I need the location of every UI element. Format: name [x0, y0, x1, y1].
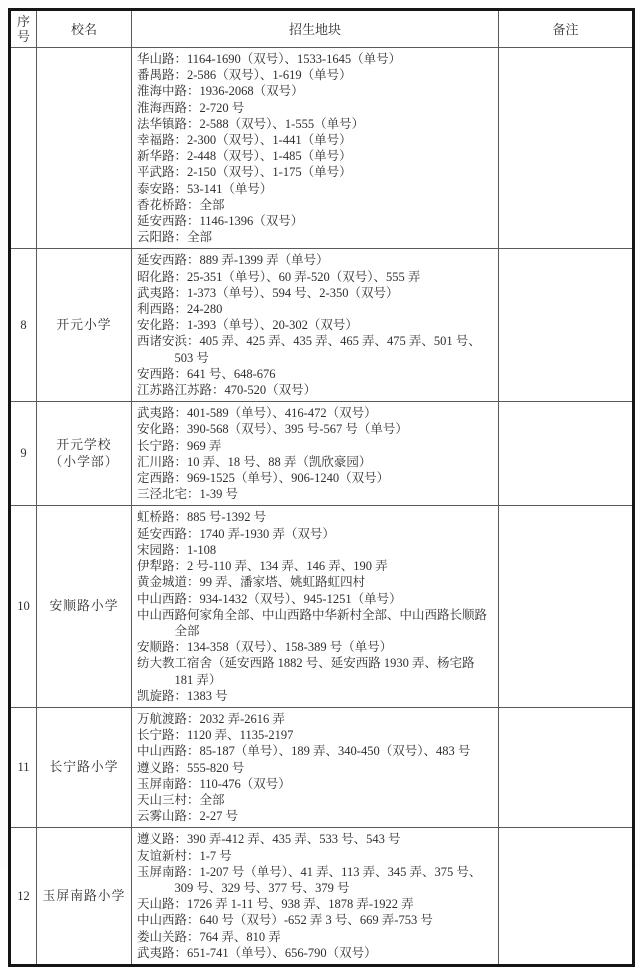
school-name-cell: [37, 828, 132, 966]
district-lines-cell: [132, 506, 499, 707]
district-line: 昭化路：25-351（单号）、60 弄-520（双号）、555 弄: [137, 269, 421, 284]
district-line: 汇川路：10 弄、18 号、88 弄（凯欣豪园）: [137, 454, 372, 469]
school-name-line: 玉屏南路小学: [42, 888, 126, 903]
district-line: 长宁路：969 弄: [137, 438, 222, 453]
district-line: 长宁路：1120 弄、1135-2197: [137, 728, 294, 743]
district-line: 华山路：1164-1690（双号）、1533-1645（单号）: [137, 52, 402, 66]
district-line: 香花桥路：全部: [137, 197, 225, 212]
remark-cell: [499, 402, 634, 506]
table-row: [10, 402, 634, 506]
district-lines-cell: [132, 828, 499, 966]
district-line: 安西路：641 号、648-676: [137, 366, 276, 381]
district-line: 延安西路：1146-1396（双号）: [137, 214, 304, 229]
district-line: 云雾山路：2-27 号: [137, 809, 239, 824]
district-line: 云阳路：全部: [137, 230, 213, 245]
district-line: 利西路：24-280: [137, 302, 223, 317]
remark-cell: [499, 707, 634, 827]
table-row: [10, 828, 634, 966]
school-name-line: （小学部）: [49, 454, 119, 469]
district-line: 友谊新村：1-7 号: [137, 848, 232, 863]
district-line: 安化路：390-568（双号）、395 号-567 号（单号）: [137, 422, 408, 437]
table-header: [10, 10, 634, 48]
district-line: 遵义路：390 弄-412 弄、435 弄、533 号、543 号: [137, 832, 401, 847]
header-remark: 备注: [499, 10, 634, 48]
row-no-cell: 9: [10, 402, 37, 506]
remark-cell: [499, 48, 634, 249]
district-line: 定西路：969-1525（单号）、906-1240（双号）: [137, 471, 390, 486]
district-line: 玉屏南路：110-476（双号）: [137, 776, 291, 791]
district-line: 江苏路江苏路：470-520（双号）: [137, 383, 317, 398]
district-line: 中山西路何家角全部、中山西路中华新村全部、中山西路长顺路全部: [137, 607, 488, 638]
header-area: 招生地块: [132, 10, 499, 48]
district-lines-cell: [132, 402, 499, 506]
row-no-cell: 10: [10, 506, 37, 707]
table-row: [10, 506, 634, 707]
school-name-line: 开元学校: [56, 437, 112, 452]
header-school: 校名: [37, 10, 132, 48]
school-name-cell: [37, 402, 132, 506]
enrollment-district-table: [8, 8, 635, 967]
school-name-line: 长宁路小学: [49, 760, 119, 775]
district-line: 中山西路：934-1432（双号）、945-1251（单号）: [137, 591, 402, 606]
district-line: 西诸安浜：405 弄、425 弄、435 弄、465 弄、475 弄、501 号、503 号: [137, 334, 481, 365]
district-line: 泰安路：53-141（单号）: [137, 181, 273, 196]
district-line: 武夷路：401-589（单号）、416-472（双号）: [137, 406, 377, 421]
header-row: [10, 10, 634, 48]
row-no-cell: [10, 48, 37, 249]
district-line: 平武路：2-150（双号）、1-175（单号）: [137, 165, 352, 180]
district-line: 黄金城道：99 弄、潘家塔、姚虹路虹四村: [137, 575, 366, 590]
remark-cell: [499, 506, 634, 707]
school-name-cell: [37, 506, 132, 707]
table-row: [10, 707, 634, 827]
table-body: [10, 48, 634, 966]
table-row: [10, 48, 634, 249]
district-line: 安化路：1-393（单号）、20-302（双号）: [137, 318, 358, 333]
school-name-cell: [37, 48, 132, 249]
district-line: 延安西路：889 弄-1399 弄（单号）: [137, 253, 329, 268]
district-lines-cell: [132, 707, 499, 827]
district-line: 番禺路：2-586（双号）、1-619（单号）: [137, 68, 352, 83]
district-line: 遵义路：555-820 号: [137, 760, 245, 775]
district-line: 伊犁路：2 号-110 弄、134 弄、146 弄、190 弄: [137, 559, 388, 574]
district-line: 法华镇路：2-588（双号）、1-555（单号）: [137, 116, 365, 131]
row-no-cell: 8: [10, 249, 37, 402]
district-line: 天山三村：全部: [137, 792, 225, 807]
district-line: 纺大教工宿舍（延安西路 1882 号、延安西路 1930 弄、杨宅路 181 弄）: [137, 656, 475, 687]
district-line: 中山西路：85-187（单号）、189 弄、340-450（双号）、483 号: [137, 744, 471, 759]
school-name-cell: [37, 707, 132, 827]
row-no-cell: 12: [10, 828, 37, 966]
district-line: 武夷路：1-373（单号）、594 号、2-350（双号）: [137, 285, 399, 300]
school-name-cell: [37, 249, 132, 402]
district-line: 新华路：2-448（双号）、1-485（单号）: [137, 149, 352, 164]
school-name-line: 安顺路小学: [49, 599, 119, 614]
district-line: 三泾北宅：1-39 号: [137, 487, 239, 502]
district-lines-cell: [132, 249, 499, 402]
remark-cell: [499, 828, 634, 966]
table-row: [10, 249, 634, 402]
remark-cell: [499, 249, 634, 402]
district-line: 凯旋路：1383 号: [137, 688, 228, 703]
district-line: 宋园路：1-108: [137, 542, 217, 557]
district-line: 玉屏南路：1-207 号（单号）、41 弄、113 弄、345 弄、375 号、309 号、329 号、377 号、379 号: [137, 864, 482, 895]
district-line: 武夷路：651-741（单号）、656-790（双号）: [137, 945, 377, 960]
district-line: 中山西路：640 号（双号）-652 弄 3 号、669 弄-753 号: [137, 913, 433, 928]
district-line: 天山路：1726 弄 1-11 号、938 弄、1878 弄-1922 弄: [137, 897, 414, 912]
header-no: 序号: [10, 10, 37, 48]
district-line: 安顺路：134-358（双号）、158-389 号（单号）: [137, 640, 393, 655]
district-line: 虹桥路：885 号-1392 号: [137, 510, 267, 525]
district-line: 淮海中路：1936-2068（双号）: [137, 84, 304, 99]
district-lines-cell: [132, 48, 499, 249]
district-line: 娄山关路：764 弄、810 弄: [137, 929, 281, 944]
district-line: 淮海西路：2-720 号: [137, 100, 245, 115]
district-line: 幸福路：2-300（双号）、1-441（单号）: [137, 133, 352, 148]
school-name-line: 开元小学: [56, 317, 112, 332]
row-no-cell: 11: [10, 707, 37, 827]
district-line: 延安西路：1740 弄-1930 弄（双号）: [137, 526, 335, 541]
district-line: 万航渡路：2032 弄-2616 弄: [137, 711, 285, 726]
